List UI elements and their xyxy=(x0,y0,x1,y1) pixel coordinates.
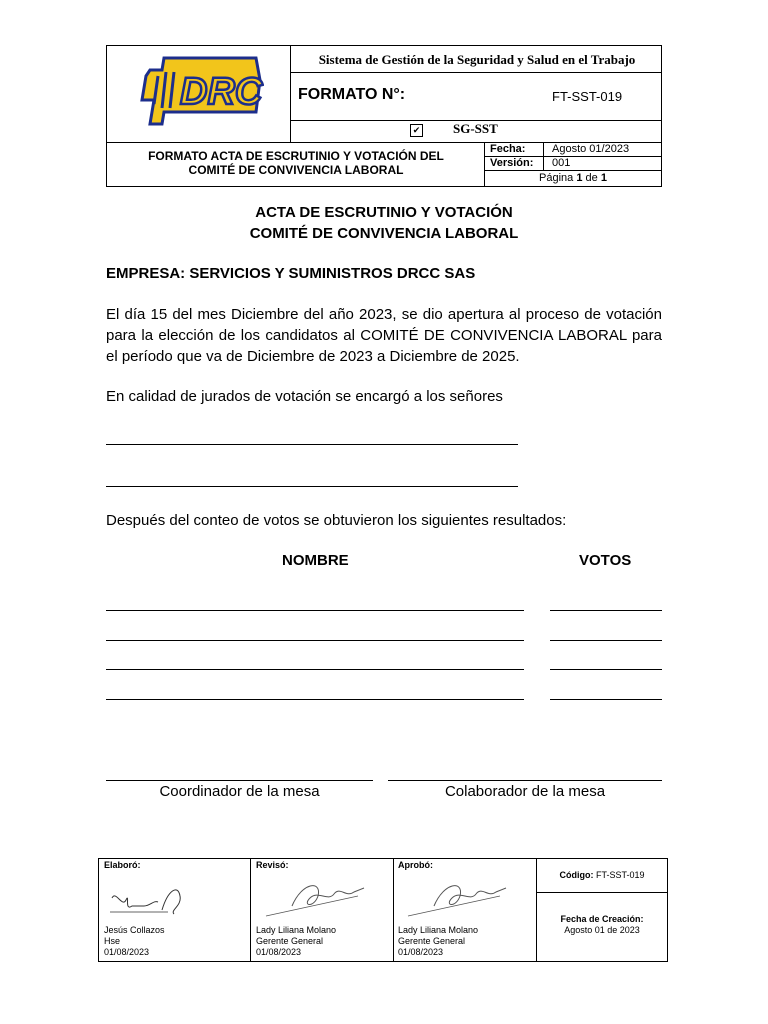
creacion-label: Fecha de Creación: xyxy=(560,914,644,924)
creacion-value: Agosto 01 de 2023 xyxy=(564,925,640,935)
reviso-date: 01/08/2023 xyxy=(256,947,302,957)
page-prefix: Página xyxy=(539,172,574,184)
column-name-header: NOMBRE xyxy=(282,552,349,569)
elaboro-label: Elaboró: xyxy=(104,860,141,870)
empresa-line: EMPRESA: SERVICIOS Y SUMINISTROS DRCC SAS xyxy=(106,265,476,282)
document-title-line-2: COMITÉ DE CONVIVENCIA LABORAL xyxy=(188,163,404,177)
result-name-line-1[interactable] xyxy=(106,610,524,611)
elaboro-name: Jesús Collazos xyxy=(104,925,165,935)
result-votes-line-1[interactable] xyxy=(550,610,662,611)
system-title: Sistema de Gestión de la Seguridad y Salud en el Trabajo xyxy=(318,52,636,67)
reviso-block xyxy=(256,925,336,958)
check-icon[interactable]: ✔ xyxy=(410,124,423,137)
page-current: 1 xyxy=(576,172,583,184)
page-total: 1 xyxy=(600,172,607,184)
aprobo-name: Lady Liliana Molano xyxy=(398,925,479,935)
signature-image-aprobo xyxy=(404,876,514,925)
signature-image-elaboro xyxy=(108,880,188,925)
results-paragraph: Después del conteo de votos se obtuvieron los siguientes resultados: xyxy=(106,512,567,529)
opening-paragraph: El día 15 del mes Diciembre del año 2023, se dio apertura al proceso de votación para la elección de los candidatos al COMITÉ DE CONVIVENCIA LABORAL para el período que va de Diciembre de 2023 a Diciembre de 2025. xyxy=(106,306,662,365)
aprobo-date: 01/08/2023 xyxy=(398,947,444,957)
signature-line-collaborator[interactable] xyxy=(388,780,662,781)
format-code: FT-SST-019 xyxy=(552,89,623,104)
reviso-label: Revisó: xyxy=(256,860,289,870)
signature-image-reviso xyxy=(262,876,372,925)
result-name-line-3[interactable] xyxy=(106,669,524,670)
act-title-2: COMITÉ DE CONVIVENCIA LABORAL xyxy=(249,225,519,242)
format-label: FORMATO N°: xyxy=(298,86,406,103)
page-indicator xyxy=(484,172,662,184)
version-value: 001 xyxy=(552,157,571,169)
logo-text: DRC xyxy=(180,71,263,113)
column-votes-header: VOTOS xyxy=(579,552,632,569)
company-logo xyxy=(136,50,264,134)
fecha-label: Fecha: xyxy=(490,143,526,155)
document-title xyxy=(110,149,482,177)
result-name-line-2[interactable] xyxy=(106,640,524,641)
reviso-name: Lady Liliana Molano xyxy=(256,925,337,935)
aprobo-block xyxy=(398,925,478,958)
coordinator-label: Coordinador de la mesa xyxy=(159,783,320,800)
fecha-value: Agosto 01/2023 xyxy=(552,143,630,155)
sg-sst-label: SG-SST xyxy=(453,121,498,136)
version-label: Versión: xyxy=(490,157,534,169)
reviso-role: Gerente General xyxy=(256,936,324,946)
codigo-value: FT-SST-019 xyxy=(596,870,645,880)
jurado-line-2[interactable] xyxy=(106,486,518,487)
result-votes-line-3[interactable] xyxy=(550,669,662,670)
creacion-cell xyxy=(536,914,668,936)
page-of: de xyxy=(585,172,598,184)
result-votes-line-4[interactable] xyxy=(550,699,662,700)
elaboro-block xyxy=(104,925,165,958)
aprobo-role: Gerente General xyxy=(398,936,466,946)
result-name-line-4[interactable] xyxy=(106,699,524,700)
elaboro-role: Hse xyxy=(104,936,121,946)
document-title-line-1: FORMATO ACTA DE ESCRUTINIO Y VOTACIÓN DEL xyxy=(148,149,444,163)
collaborator-label: Colaborador de la mesa xyxy=(444,783,606,800)
jurados-paragraph: En calidad de jurados de votación se encargó a los señores xyxy=(106,388,503,405)
elaboro-date: 01/08/2023 xyxy=(104,947,150,957)
aprobo-label: Aprobó: xyxy=(398,860,433,870)
codigo-label: Código: xyxy=(559,870,594,880)
act-title-1: ACTA DE ESCRUTINIO Y VOTACIÓN xyxy=(255,204,513,221)
jurado-line-1[interactable] xyxy=(106,444,518,445)
codigo-cell xyxy=(536,870,668,881)
result-votes-line-2[interactable] xyxy=(550,640,662,641)
signature-line-coordinator[interactable] xyxy=(106,780,373,781)
